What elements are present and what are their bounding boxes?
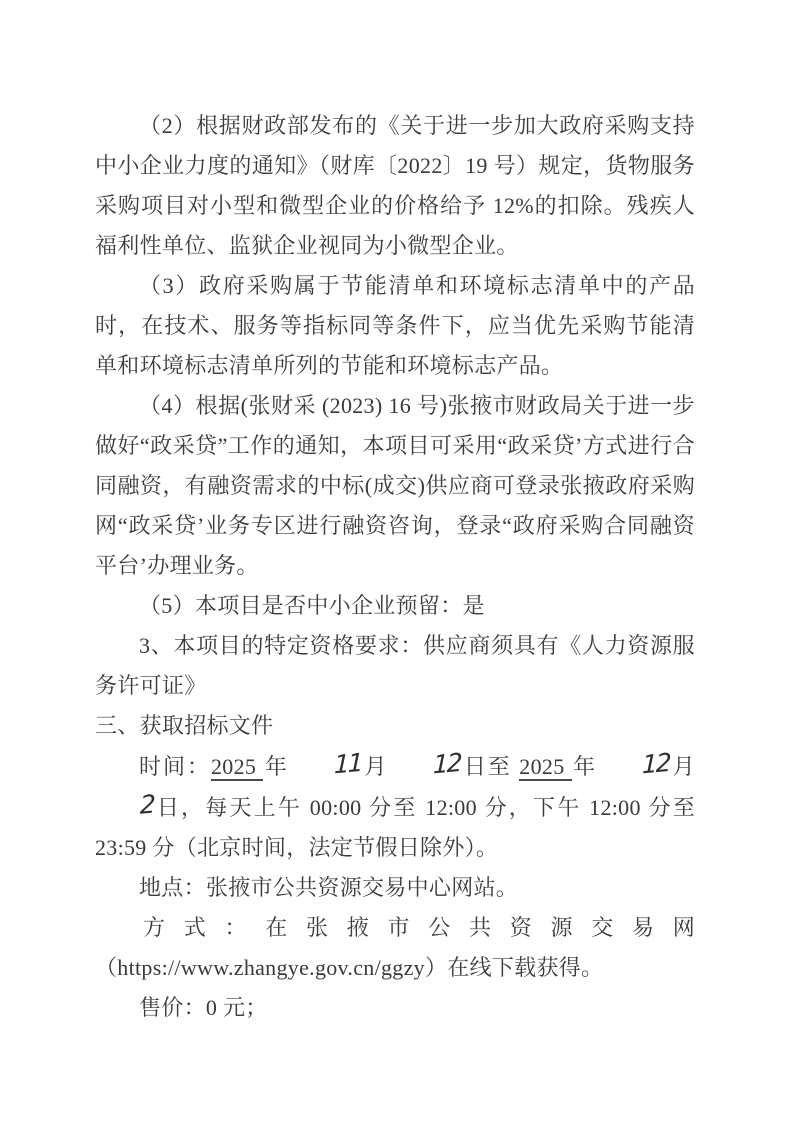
clause-4-paragraph: （4）根据(张财采 (2023) 16 号)张掖市财政局关于进一步做好“政采贷”工作的通知，本项目可采用“政采贷’方式进行合同融资，有融资需求的中标(成交)供应商可登录张掖政府采购网“政采贷’业务专区进行融资咨询，登录“政府采购合同融资平台’办理业务。: [95, 393, 695, 578]
acquisition-location-paragraph: 地点：张掖市公共资源交易中心网站。: [139, 875, 519, 900]
end-month-handwritten: 12: [641, 747, 671, 780]
start-day-handwritten: 12: [433, 747, 462, 780]
method-justified-line: 方式：在张掖市公共资源交易网: [143, 915, 695, 940]
end-day-handwritten: 2: [139, 789, 155, 820]
time-tail-text: 日，每天上午 00:00 分至 12:00 分，下午 12:00 分至 23:59 分（北京时间，法定节假日除外）。: [95, 795, 695, 860]
acquisition-method-paragraph: [95, 908, 695, 988]
section-3-heading: 三、获取招标文件: [95, 713, 274, 738]
month-char: 月: [362, 754, 389, 779]
document-url: （https://www.zhangye.gov.cn/ggzy）: [95, 955, 448, 980]
start-year-underlined: 2025: [211, 754, 263, 781]
item-3-qualification-paragraph: 3、本项目的特定资格要求：供应商须具有《人力资源服务许可证》: [95, 633, 695, 698]
start-month-handwritten: 11: [333, 747, 362, 780]
document-price-paragraph: 售价：0 元；: [139, 995, 268, 1020]
acquisition-time-paragraph: [95, 746, 695, 868]
to-text: 日至: [462, 754, 520, 779]
method-url-line: [95, 948, 695, 988]
method-tail-text: 在线下载获得。: [447, 955, 604, 980]
year-char-2: 年: [571, 754, 598, 779]
document-body: [95, 106, 695, 1028]
clause-5-paragraph: （5）本项目是否中小企业预留：是: [139, 593, 485, 618]
end-year-underlined: 2025: [519, 754, 571, 781]
clause-3-paragraph: （3）政府采购属于节能清单和环境标志清单中的产品时，在技术、服务等指标同等条件下，应当优先采购节能清单和环境标志清单所列的节能和环境标志产品。: [95, 273, 695, 378]
clause-2-paragraph: （2）根据财政部发布的《关于进一步加大政府采购支持中小企业力度的通知》（财库〔2022〕19 号）规定，货物服务采购项目对小型和微型企业的价格给予 12%的扣除。残疾人福利性单位、监狱企业视同为小微型企业。: [95, 113, 695, 258]
time-label: 时间：: [139, 754, 211, 779]
year-char: 年: [263, 754, 289, 779]
month-char-2: 月: [670, 754, 695, 779]
